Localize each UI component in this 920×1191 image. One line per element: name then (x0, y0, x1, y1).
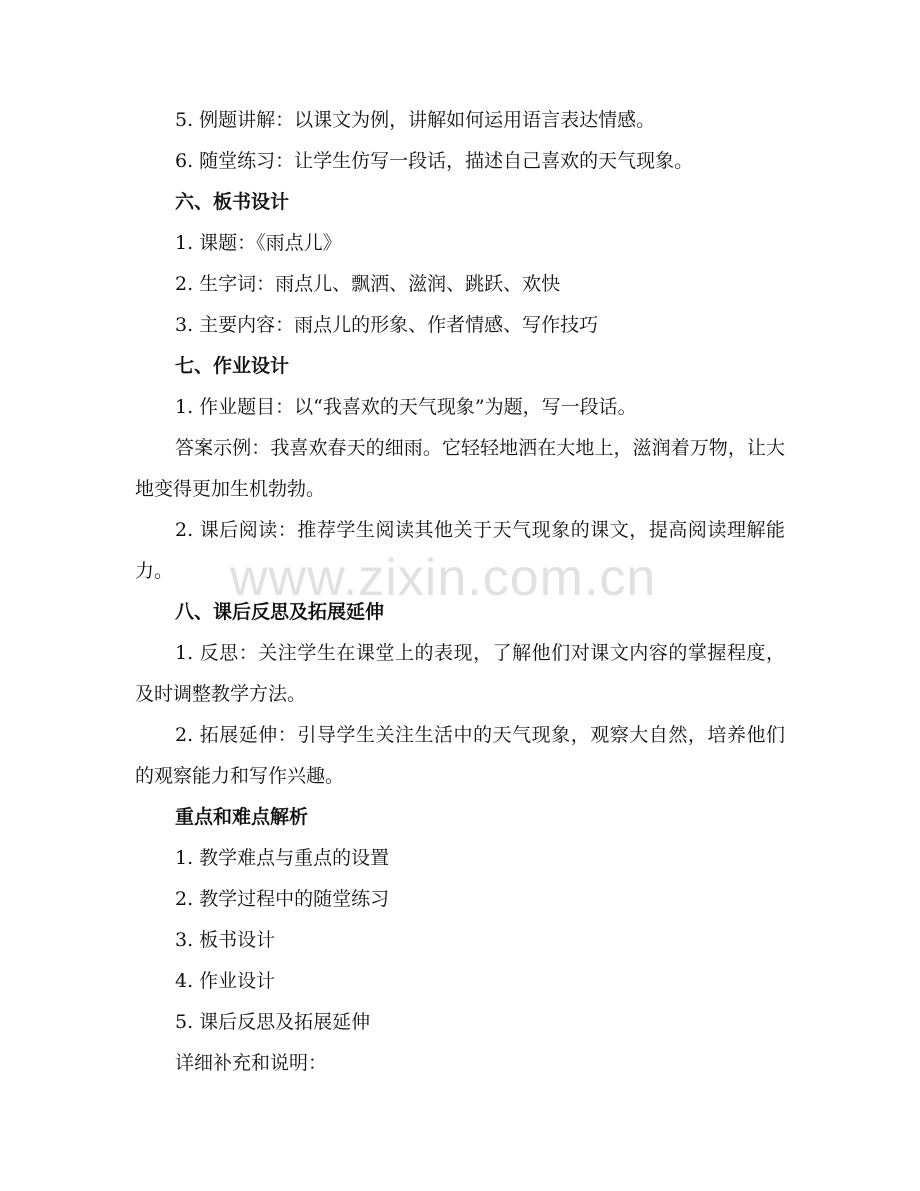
section-heading-reflection: 八、课后反思及拓展延伸 (175, 601, 385, 623)
section-heading-key-points: 重点和难点解析 (175, 806, 309, 828)
paragraph-reflection: 1. 反思：关注学生在课堂上的表现，了解他们对课文内容的掌握程度，及时调整教学方法。 (135, 642, 785, 705)
paragraph-detail-supplement: 详细补充和说明： (175, 1052, 328, 1074)
list-item-new-words: 2. 生字词：雨点儿、飘洒、滋润、跳跃、欢快 (175, 273, 561, 295)
paragraph-extension: 2. 拓展延伸：引导学生关注生活中的天气现象，观察大自然，培养他们的观察能力和写作兴趣。 (135, 724, 785, 787)
list-item-example-explanation: 5. 例题讲解：以课文为例，讲解如何运用语言表达情感。 (175, 109, 656, 131)
list-item-class-practice: 6. 随堂练习：让学生仿写一段话，描述自己喜欢的天气现象。 (175, 150, 694, 172)
list-item-key-3: 3. 板书设计 (175, 929, 276, 951)
list-item-key-4: 4. 作业设计 (175, 970, 276, 992)
list-item-key-2: 2. 教学过程中的随堂练习 (175, 888, 390, 910)
list-item-lesson-title: 1. 课题：《雨点儿》 (175, 232, 342, 254)
list-item-main-content: 3. 主要内容：雨点儿的形象、作者情感、写作技巧 (175, 314, 599, 336)
paragraph-after-class-reading: 2. 课后阅读：推荐学生阅读其他关于天气现象的课文，提高阅读理解能力。 (135, 519, 785, 582)
section-heading-homework-design: 七、作业设计 (175, 355, 290, 377)
list-item-key-5: 5. 课后反思及拓展延伸 (175, 1011, 371, 1033)
list-item-key-1: 1. 教学难点与重点的设置 (175, 847, 390, 869)
section-heading-board-design: 六、板书设计 (175, 191, 290, 213)
watermark-text: www.zixin.com.cn (230, 549, 657, 607)
paragraph-answer-example: 答案示例：我喜欢春天的细雨。它轻轻地洒在大地上，滋润着万物，让大地变得更加生机勃勃。 (135, 437, 785, 500)
list-item-homework-topic: 1. 作业题目：以“我喜欢的天气现象”为题，写一段话。 (175, 396, 637, 418)
